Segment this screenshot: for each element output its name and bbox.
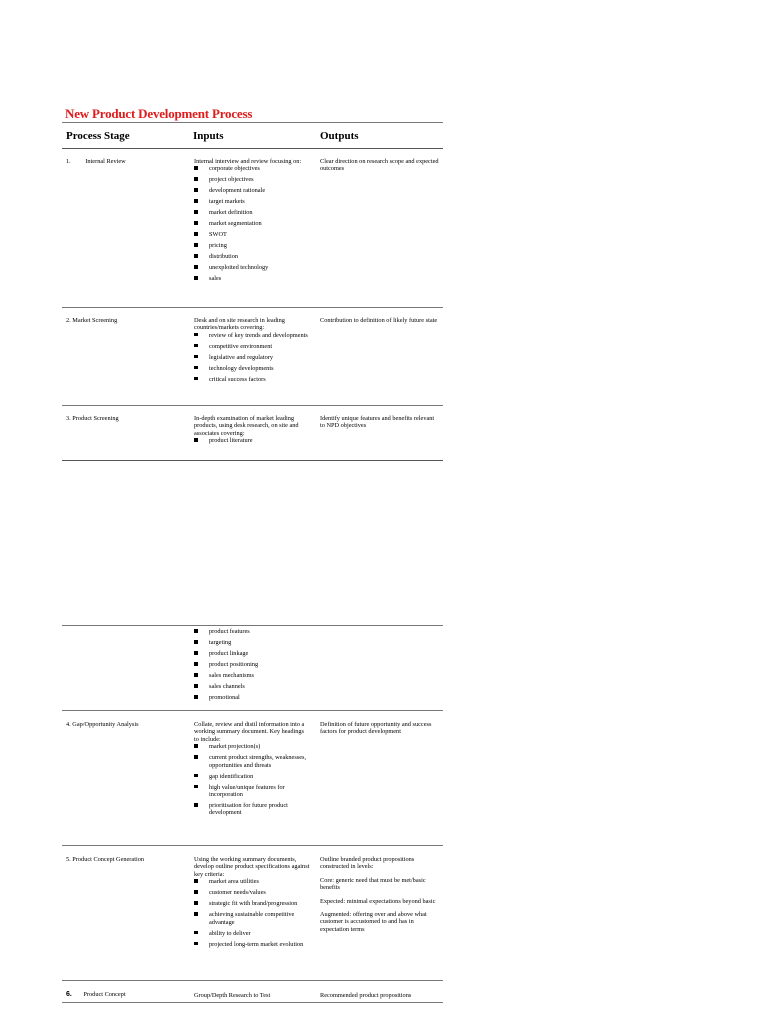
divider: [62, 980, 443, 981]
square-bullet-icon: [194, 662, 198, 666]
row-2-stage: 2. Market Screening: [66, 317, 118, 324]
output-paragraph: Identify unique features and benefits relevant to NPD objectives: [320, 415, 435, 430]
square-bullet-icon: [194, 232, 198, 236]
bullet-item: [194, 354, 310, 361]
bullet-text: development rationale: [209, 187, 266, 195]
row-6-stage: [66, 991, 176, 998]
bullet-text: ability to deliver: [209, 929, 251, 937]
bullet-text: market projection(s): [209, 743, 261, 751]
bullet-list: [194, 743, 310, 817]
square-bullet-icon: [194, 890, 198, 894]
square-bullet-icon: [194, 785, 198, 789]
bullet-list: [194, 165, 310, 282]
bullet-text: projected long-term market evolution: [209, 940, 304, 948]
square-bullet-icon: [194, 651, 198, 655]
bullet-item: [194, 231, 310, 238]
page-break-line: [62, 460, 443, 461]
bullet-item: [194, 187, 310, 194]
bullet-text: prioritisation for future product development: [209, 802, 288, 817]
bullet-list: [194, 437, 310, 444]
bullet-item: [194, 365, 310, 372]
inputs-intro: Collate, review and distil information into a working summary document. Key headings to include:: [194, 721, 305, 743]
divider: [62, 148, 443, 149]
bullet-item: [194, 683, 310, 690]
row-5-stage: 5. Product Concept Generation: [66, 856, 144, 863]
bullet-item: [194, 165, 310, 172]
divider: [62, 710, 443, 711]
row-3-inputs: [194, 415, 310, 448]
bullet-item: [194, 376, 310, 383]
bullet-item: [194, 176, 310, 183]
bullet-text: competitive environment: [209, 342, 273, 350]
row-1-inputs: [194, 158, 310, 286]
square-bullet-icon: [194, 942, 198, 946]
bullet-text: market segmentation: [209, 220, 262, 228]
square-bullet-icon: [194, 366, 198, 370]
bullet-text: market area utilities: [209, 878, 260, 886]
square-bullet-icon: [194, 265, 198, 269]
bullet-item: [194, 220, 310, 227]
bullet-text: achieving sustainable competitive advantage: [209, 911, 295, 926]
bullet-list: [194, 332, 310, 383]
bullet-text: technology developments: [209, 364, 274, 372]
bullet-text: product features: [209, 628, 250, 635]
inputs-intro: In-depth examination of market leading products, using desk research, on site and associates covering:: [194, 415, 299, 437]
bullet-list: [194, 878, 310, 948]
bullet-text: customer needs/values: [209, 889, 266, 897]
square-bullet-icon: [194, 629, 198, 633]
bullet-text: strategic fit with brand/progression: [209, 900, 298, 908]
square-bullet-icon: [194, 640, 198, 644]
divider: [62, 1002, 443, 1003]
square-bullet-icon: [194, 744, 198, 748]
bullet-item: [194, 802, 310, 817]
bullet-text: pricing: [209, 242, 227, 250]
bullet-item: [194, 694, 310, 701]
row-5-outputs: [320, 856, 440, 933]
bullet-text: review of key trends and developments: [209, 331, 308, 339]
square-bullet-icon: [194, 901, 198, 905]
bullet-item: [194, 743, 310, 750]
row-4-outputs: [320, 721, 440, 736]
header-process-stage: Process Stage: [66, 130, 130, 142]
bullet-item: [194, 332, 310, 339]
square-bullet-icon: [194, 199, 198, 203]
square-bullet-icon: [194, 177, 198, 181]
stage-name: Product Concept: [83, 991, 126, 998]
output-paragraph: Recommended product propositions: [320, 992, 412, 999]
bullet-item: [194, 754, 310, 769]
bullet-item: [194, 198, 310, 205]
square-bullet-icon: [194, 166, 198, 170]
square-bullet-icon: [194, 210, 198, 214]
bullet-text: product linkage: [209, 650, 249, 657]
square-bullet-icon: [194, 438, 198, 442]
header-inputs: Inputs: [193, 130, 224, 142]
bullet-text: critical success factors: [209, 375, 266, 383]
row-3-continued-inputs: [194, 628, 310, 705]
square-bullet-icon: [194, 243, 198, 247]
square-bullet-icon: [194, 377, 198, 381]
header-outputs: Outputs: [320, 130, 359, 142]
bullet-text: product positioning: [209, 661, 259, 668]
bullet-text: sales mechanisms: [209, 672, 254, 679]
bullet-item: [194, 889, 310, 896]
bullet-item: [194, 773, 310, 780]
bullet-text: sales: [209, 275, 222, 283]
square-bullet-icon: [194, 254, 198, 258]
row-1-outputs: [320, 158, 440, 173]
bullet-item: [194, 650, 310, 657]
output-paragraph: Core: generic need that must be met/basic benefits: [320, 876, 426, 892]
bullet-item: [194, 900, 310, 907]
divider: [62, 307, 443, 308]
square-bullet-icon: [194, 879, 198, 883]
row-1-stage: [66, 158, 176, 165]
bullet-item: [194, 941, 310, 948]
bullet-item: [194, 275, 310, 282]
bullet-item: [194, 639, 310, 646]
bullet-text: gap identification: [209, 772, 254, 780]
bullet-item: [194, 437, 310, 444]
square-bullet-icon: [194, 276, 198, 280]
bullet-item: [194, 878, 310, 885]
square-bullet-icon: [194, 333, 198, 337]
bullet-item: [194, 264, 310, 271]
square-bullet-icon: [194, 695, 198, 699]
row-5-inputs: [194, 856, 310, 952]
bullet-text: product literature: [209, 437, 253, 445]
bullet-text: corporate objectives: [209, 165, 260, 173]
square-bullet-icon: [194, 221, 198, 225]
inputs-intro: Using the working summary documents, develop outline product specifications against key criteria:: [194, 856, 310, 878]
output-paragraph: Expected: minimal expectations beyond basic: [320, 897, 436, 905]
square-bullet-icon: [194, 673, 198, 677]
row-4-stage: 4. Gap/Opportunity Analysis: [66, 721, 139, 728]
bullet-text: SWOT: [209, 231, 227, 239]
divider: [62, 625, 443, 626]
stage-number: 6.: [66, 991, 72, 998]
bullet-text: project objectives: [209, 176, 254, 184]
bullet-text: distribution: [209, 253, 239, 261]
row-3-stage: 3. Product Screening: [66, 415, 119, 422]
square-bullet-icon: [194, 774, 198, 778]
bullet-item: [194, 911, 310, 926]
stage-name: Internal Review: [85, 158, 126, 165]
bullet-text: legislative and regulatory: [209, 353, 273, 361]
output-paragraph: Contribution to definition of likely future state: [320, 317, 438, 324]
bullet-item: [194, 672, 310, 679]
bullet-item: [194, 343, 310, 350]
bullet-item: [194, 784, 310, 799]
square-bullet-icon: [194, 931, 198, 935]
square-bullet-icon: [194, 188, 198, 192]
bullet-text: target markets: [209, 198, 245, 206]
bullet-text: promotional: [209, 694, 240, 701]
output-paragraph: Outline branded product propositions constructed in levels:: [320, 856, 415, 871]
bullet-text: high value/unique features for incorporation: [209, 783, 285, 799]
square-bullet-icon: [194, 355, 198, 359]
bullet-text: market definition: [209, 209, 253, 217]
output-paragraph: Definition of future opportunity and success factors for product development: [320, 721, 432, 736]
bullet-item: [194, 242, 310, 249]
output-paragraph: Augmented: offering over and above what customer is accustomed to and has in expectation terms: [320, 911, 427, 933]
bullet-item: [194, 209, 310, 216]
square-bullet-icon: [194, 344, 198, 348]
divider: [62, 845, 443, 846]
bullet-list: [194, 628, 310, 701]
stage-number: 1.: [66, 158, 71, 165]
bullet-text: current product strengths, weaknesses, opportunities and threats: [209, 754, 307, 769]
page-title: New Product Development Process: [65, 106, 253, 121]
bullet-text: sales channels: [209, 683, 245, 690]
row-2-outputs: [320, 317, 440, 324]
bullet-item: [194, 253, 310, 260]
square-bullet-icon: [194, 912, 198, 916]
square-bullet-icon: [194, 803, 198, 807]
divider: [62, 405, 443, 406]
row-6-outputs: [320, 992, 440, 999]
bullet-text: targeting: [209, 639, 232, 646]
row-4-inputs: [194, 721, 310, 820]
bullet-item: [194, 661, 310, 668]
inputs-intro: Internal interview and review focusing on:: [194, 158, 302, 165]
divider: [62, 122, 443, 123]
row-3-outputs: [320, 415, 440, 430]
bullet-item: [194, 930, 310, 937]
row-6-inputs: Group/Depth Research to Test: [194, 992, 271, 999]
square-bullet-icon: [194, 684, 198, 688]
bullet-item: [194, 628, 310, 635]
row-2-inputs: [194, 317, 310, 387]
square-bullet-icon: [194, 755, 198, 759]
inputs-intro: Desk and on site research in leading countries/markets covering:: [194, 317, 285, 332]
bullet-text: unexploited technology: [209, 264, 269, 272]
output-paragraph: Clear direction on research scope and expected outcomes: [320, 158, 439, 173]
